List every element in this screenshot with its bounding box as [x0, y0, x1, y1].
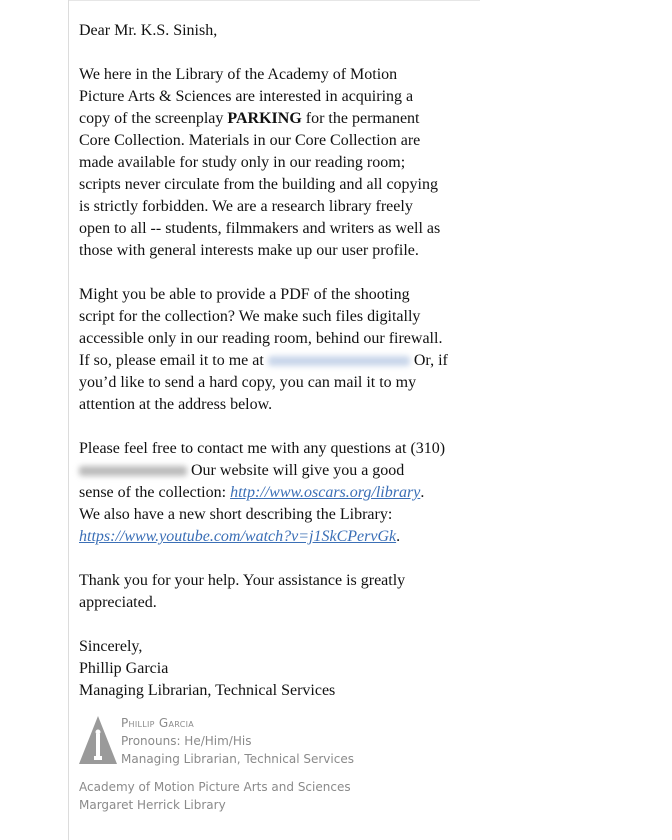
oscar-statuette-logo-icon: [79, 716, 117, 764]
signature-pronouns: Pronouns: He/Him/His: [121, 734, 252, 748]
library-website-link[interactable]: http://www.oscars.org/library: [230, 484, 421, 501]
screenplay-title: PARKING: [227, 110, 302, 127]
signature-title: Managing Librarian, Technical Services: [121, 752, 354, 766]
line: copy of the screenplay PARKING for the permanent: [79, 110, 420, 127]
paragraph-request: We here in the Library of the Academy of Motion Picture Arts & Sciences are interested in acquiring a copy of the screenplay PARKING for the permanent Core Collection. Materials in our Core Collection are made available for study only in our reading room; scripts never circulate from the building and all copying is strictly forbidden. We are a research library freely open to all -- students, filmmakers and writers as well as those with general interests make up our user profile.: [79, 64, 659, 262]
greeting: Dear Mr. K.S. Sinish,: [79, 22, 218, 39]
divider: [68, 0, 480, 1]
paragraph-pdf: Might you be able to provide a PDF of the shooting script for the collection? We make such files digitally accessible only in our reading room, behind our firewall. If so, please email it to me at Or, if you’d like to send a hard copy, you can mail it to my attention at the address below.: [79, 286, 448, 413]
email-body: [79, 20, 659, 724]
redacted-phone: [79, 466, 187, 476]
youtube-link[interactable]: https://www.youtube.com/watch?v=j1SkCPervGk: [79, 528, 397, 545]
closing: Sincerely, Phillip Garcia Managing Librarian, Technical Services: [79, 638, 336, 699]
paragraph-contact: Please feel free to contact me with any questions at (310) Our website will give you a good sense of the collection: http://www.oscars.org/library. We also have a new short describing the Library: https://www.youtube.com/watch?v=j1SkCPervGk.: [79, 440, 446, 545]
redacted-email: [268, 356, 410, 366]
signature-org: Academy of Motion Picture Arts and Sciences: [79, 780, 351, 794]
paragraph-thanks: Thank you for your help. Your assistance is greatly appreciated.: [79, 572, 406, 611]
signature-name: Phillip Garcia: [121, 716, 195, 730]
signature-library: Margaret Herrick Library: [79, 798, 226, 812]
message-border: [68, 0, 69, 840]
email-signature: [79, 714, 354, 814]
